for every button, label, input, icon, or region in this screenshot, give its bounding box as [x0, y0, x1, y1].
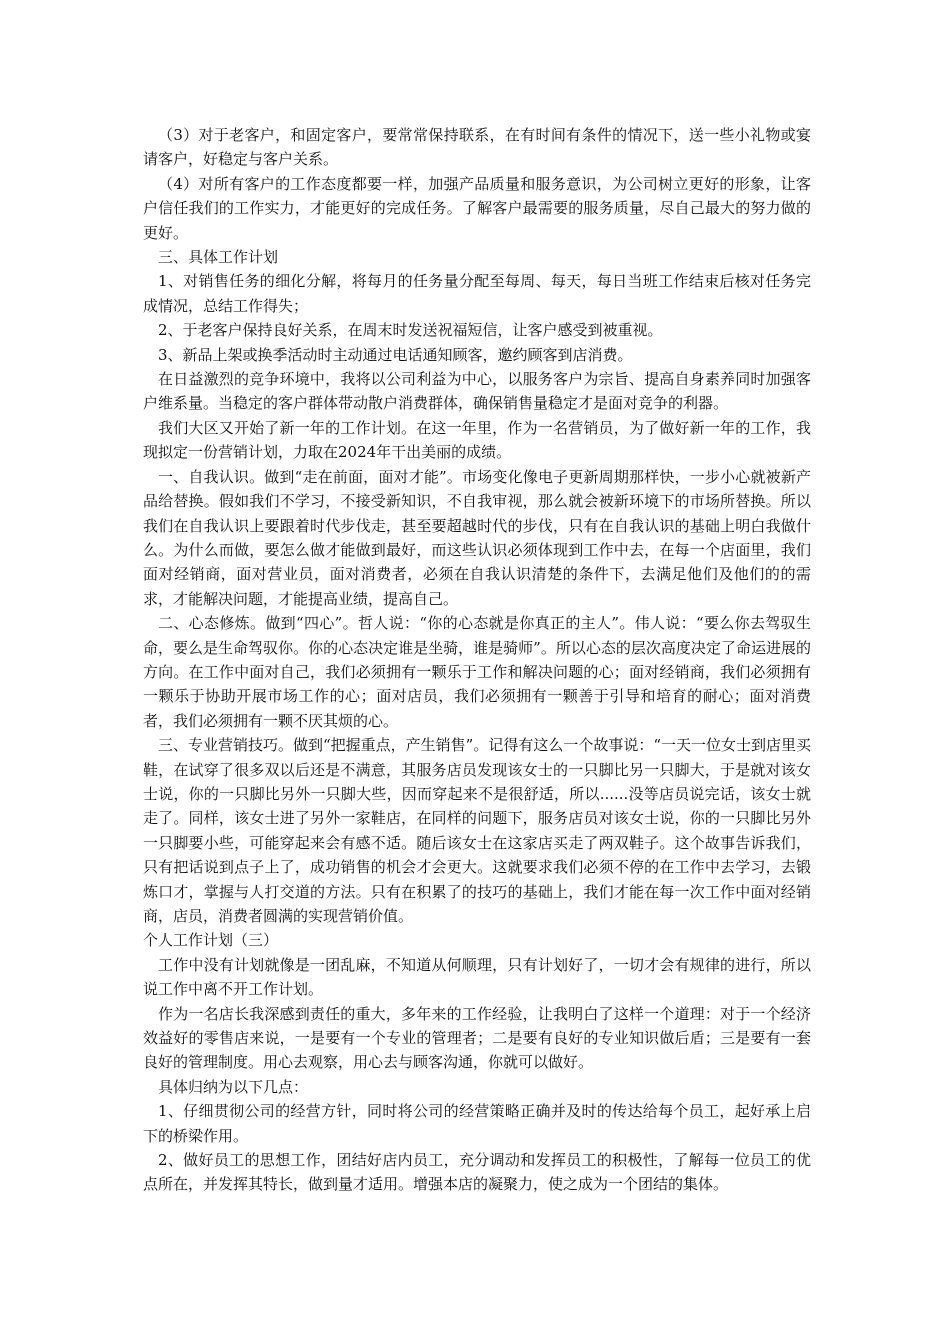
paragraph-summary-intro: 具体归纳为以下几点：	[158, 1077, 309, 1096]
paragraph-mindset: 二、心态修炼。做到“四心”。哲人说：“你的心态就是你真正的主人”。伟人说：“要么你去驾驭生命，要么是生命驾驭你。你的心态决定谁是坐骑，谁是骑师”。所以心态的层次高度决定了命运进展的方向。在工作中面对自己，我们必须拥有一颗乐于工作和解决问题的心；面对经销商，我们必须拥有一颗乐于协助开展市场工作的心；面对店员，我们必须拥有一颗善于引导和培育的耐心；面对消费者，我们必须拥有一颗不厌其烦的心。	[143, 614, 811, 730]
paragraph-self-awareness: 一、自我认识。做到“走在前面，面对才能”。市场变化像电子更新周期那样快，一步小心就被新产品给替换。假如我们不学习，不接受新知识，不自我审视，那么就会被新环境下的市场所替换。所以我们在自我认识上要跟着时代步伐走，甚至要超越时代的步伐，只有在自我认识的基础上明白我做什么。为什么而做，要怎么做才能做到最好，而这些认识必须体现到工作中去，在每一个店面里，我们面对经销商，面对营业员，面对消费者，必须在自我认识清楚的条件下，去满足他们及他们的的需求，才能解决问题，才能提高业绩，提高自己。	[143, 467, 811, 608]
paragraph-plan-item-2: 2、于老客户保持良好关系，在周末时发送祝福短信，让客户感受到被重视。	[158, 321, 663, 340]
paragraph-new-year-plan: 我们大区又开始了新一年的工作计划。在这一年里，作为一名营销员，为了做好新一年的工作，我现拟定一份营销计划，力取在2024年干出美丽的成绩。	[143, 418, 811, 462]
paragraph-sales-skills: 三、专业营销技巧。做到“把握重点，产生销售”。记得有这么一个故事说：“一天一位女士到店里买鞋，在试穿了很多双以后还是不满意，其服务店员发现该女士的一只脚比另一只脚大，于是就对该女士说，你的一只脚比另外一只脚大些，因而穿起来不是很舒适，所以......没等店员说完话，该女士就走了。同样，该女士进了另外一家鞋店，在同样的问题下，服务店员对该女士说，你的一只脚比另外一只脚要小些，可能穿起来会有感不适。随后该女士在这家店买走了两双鞋子。这个故事告诉我们，只有把话说到点子上了，成功销售的机会才会更大。这就要求我们必须不停的在工作中去学习，去锻炼口才，掌握与人打交道的方法。只有在积累了的技巧的基础上，我们才能在每一次工作中面对经销商，店员，消费者圆满的实现营销价值。	[143, 736, 812, 925]
paragraph-old-customers: （3）对于老客户，和固定客户，要常常保持联系，在有时间有条件的情况下，送一些小礼物或宴请客户，好稳定与客户关系。	[143, 126, 811, 169]
heading-personal-plan-three: 个人工作计划（三）	[143, 931, 279, 950]
paragraph-planning-importance: 工作中没有计划就像是一团乱麻，不知道从何顺理，只有计划好了，一切才会有规律的进行，所以说工作中离不开工作计划。	[143, 955, 811, 999]
paragraph-plan-item-1: 1、对销售任务的细化分解，将每月的任务量分配至每周、每天，每日当班工作结束后核对任务完成情况，总结工作得失；	[143, 272, 811, 315]
paragraph-store-manager: 作为一名店长我深感到责任的重大，多年来的工作经验，让我明白了这样一个道理：对于一个经济效益好的零售店来说，一是要有一个专业的管理者；二是要有良好的专业知识做后盾；三是要有一套良好的管理制度。用心去观察，用心去与顾客沟通，你就可以做好。	[143, 1004, 811, 1072]
paragraph-point-1: 1、仔细贯彻公司的经营方针，同时将公司的经营策略正确并及时的传达给每个员工，起好承上启下的桥梁作用。	[143, 1102, 811, 1145]
paragraph-plan-item-3: 3、新品上架或换季活动时主动通过电话通知顾客，邀约顾客到店消费。	[158, 345, 633, 364]
paragraph-point-2: 2、做好员工的思想工作，团结好店内员工，充分调动和发挥员工的积极性，了解每一位员工的优点所在，并发挥其特长，做到量才适用。增强本店的凝聚力，使之成为一个团结的集体。	[143, 1151, 811, 1194]
document-page	[143, 123, 811, 1197]
paragraph-customer-attitude: （4）对所有客户的工作态度都要一样，加强产品质量和服务意识，为公司树立更好的形象，让客户信任我们的工作实力，才能更好的完成任务。了解客户最需要的服务质量，尽自己最大的努力做的更好。	[143, 174, 811, 242]
paragraph-competition: 在日益激烈的竞争环境中，我将以公司利益为中心，以服务客户为宗旨、提高自身素养同时加强客户维系量。当稳定的客户群体带动散户消费群体，确保销售量稳定才是面对竞争的利器。	[143, 370, 811, 413]
section-heading-work-plan: 三、具体工作计划	[158, 248, 279, 267]
